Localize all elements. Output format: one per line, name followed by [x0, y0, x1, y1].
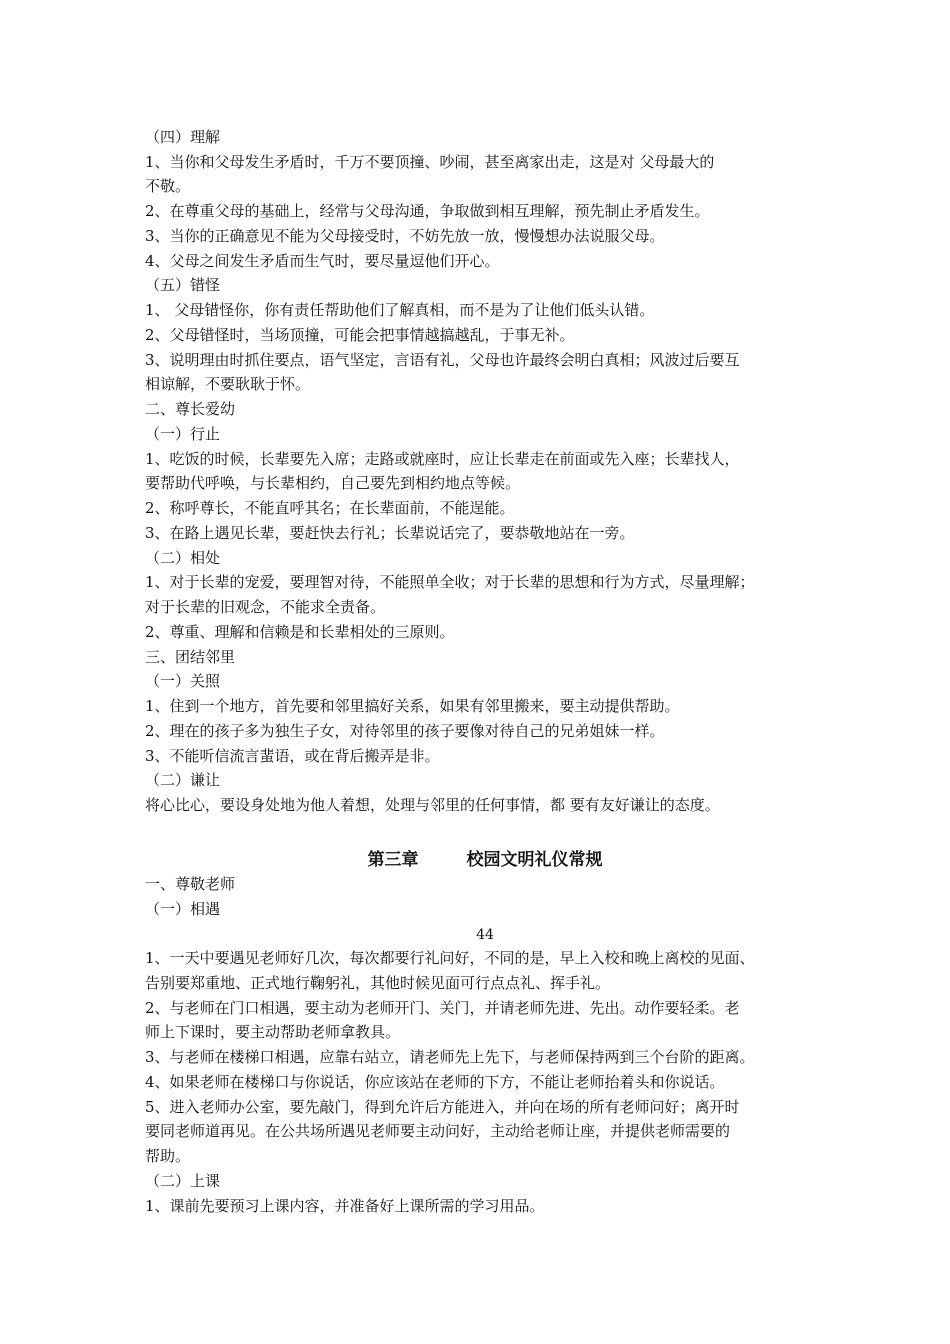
text-line: 1、 父母错怪你，你有责任帮助他们了解真相，而不是为了让他们低头认错。	[145, 301, 655, 319]
text-line: 1、当你和父母发生矛盾时，千万不要顶撞、吵闹，甚至离家出走，这是对 父母最大的	[145, 153, 715, 171]
text-line: 不敬。	[145, 177, 191, 195]
text-line: 4、如果老师在楼梯口与你说话，你应该站在老师的下方，不能让老师抬着头和你说话。	[145, 1073, 725, 1091]
page-number: 44	[476, 927, 494, 943]
text-line: 2、在尊重父母的基础上，经常与父母沟通，争取做到相互理解，预先制止矛盾发生。	[145, 202, 710, 220]
text-line: （五）错怪	[145, 276, 221, 294]
text-line: （四）理解	[145, 128, 221, 146]
text-line: 告别要郑重地、正式地行鞠躬礼，其他时候见面可行点点礼、挥手礼。	[145, 974, 611, 992]
text-line: 将心比心，要设身处地为他人着想，处理与邻里的任何事情，都 要有友好谦让的态度。	[145, 796, 720, 814]
text-line: （二）谦让	[145, 771, 221, 789]
text-line: 师上下课时，要主动帮助老师拿教具。	[145, 1023, 401, 1041]
text-line: （一）关照	[145, 672, 221, 690]
text-line: 帮助。	[145, 1147, 191, 1165]
text-line: 一、尊敬老师	[145, 875, 236, 893]
text-line: 相谅解，不要耿耿于怀。	[145, 375, 311, 393]
text-line: 对于长辈的旧观念，不能求全责备。	[145, 598, 386, 616]
text-line: 1、对于长辈的宠爱，要理智对待，不能照单全收；对于长辈的思想和行为方式，尽量理解；	[145, 573, 755, 591]
text-line: 2、理在的孩子多为独生子女，对待邻里的孩子要像对待自己的兄弟姐妹一样。	[145, 722, 665, 740]
text-line: 3、说明理由时抓住要点，语气坚定，言语有礼，父母也许最终会明白真相；风波过后要互	[145, 351, 740, 369]
text-line: 二、尊长爱幼	[145, 400, 236, 418]
text-line: 3、在路上遇见长辈，要赶快去行礼；长辈说话完了，要恭敬地站在一旁。	[145, 524, 635, 542]
text-line: 1、吃饭的时候，长辈要先入席；走路或就座时，应让长辈走在前面或先入座；长辈找人，	[145, 450, 740, 468]
text-line: 要同老师道再见。在公共场所遇见老师要主动问好，主动给老师让座，并提供老师需要的	[145, 1122, 731, 1140]
text-line: 3、当你的正确意见不能为父母接受时，不妨先放一放，慢慢想办法说服父母。	[145, 227, 665, 245]
text-line: 2、尊重、理解和信赖是和长辈相处的三原则。	[145, 623, 455, 641]
text-line: 3、不能听信流言蜚语，或在背后搬弄是非。	[145, 747, 440, 765]
text-line: 要帮助代呼唤，与长辈相约，自己要先到相约地点等候。	[145, 474, 521, 492]
text-line: （二）上课	[145, 1172, 221, 1190]
text-line: 2、与老师在门口相遇，要主动为老师开门、关门，并请老师先进、先出。动作要轻柔。老	[145, 999, 740, 1017]
chapter-heading	[145, 848, 825, 872]
chapter-number: 第三章	[367, 850, 419, 870]
text-line: 2、称呼尊长，不能直呼其名；在长辈面前，不能逞能。	[145, 499, 515, 517]
chapter-title: 校园文明礼仪常规	[466, 850, 603, 870]
text-line: 5、进入老师办公室，要先敲门，得到允许后方能进入，并向在场的所有老师问好；离开时	[145, 1098, 740, 1116]
text-line: 三、团结邻里	[145, 648, 236, 666]
text-line: 3、与老师在楼梯口相遇，应靠右站立，请老师先上先下，与老师保持两到三个台阶的距离。	[145, 1048, 755, 1066]
text-line: 2、父母错怪时，当场顶撞，可能会把事情越搞越乱，于事无补。	[145, 326, 575, 344]
text-line: （一）行止	[145, 425, 221, 443]
text-line: 1、一天中要遇见老师好几次，每次都要行礼问好，不同的是，早上入校和晚上离校的见面、	[145, 949, 755, 967]
text-line: 1、课前先要预习上课内容，并准备好上课所需的学习用品。	[145, 1197, 545, 1215]
text-line: （二）相处	[145, 549, 221, 567]
text-line: 1、住到一个地方，首先要和邻里搞好关系，如果有邻里搬来，要主动提供帮助。	[145, 697, 680, 715]
text-line: （一）相遇	[145, 900, 221, 918]
text-line: 4、父母之间发生矛盾而生气时，要尽量逗他们开心。	[145, 252, 500, 270]
